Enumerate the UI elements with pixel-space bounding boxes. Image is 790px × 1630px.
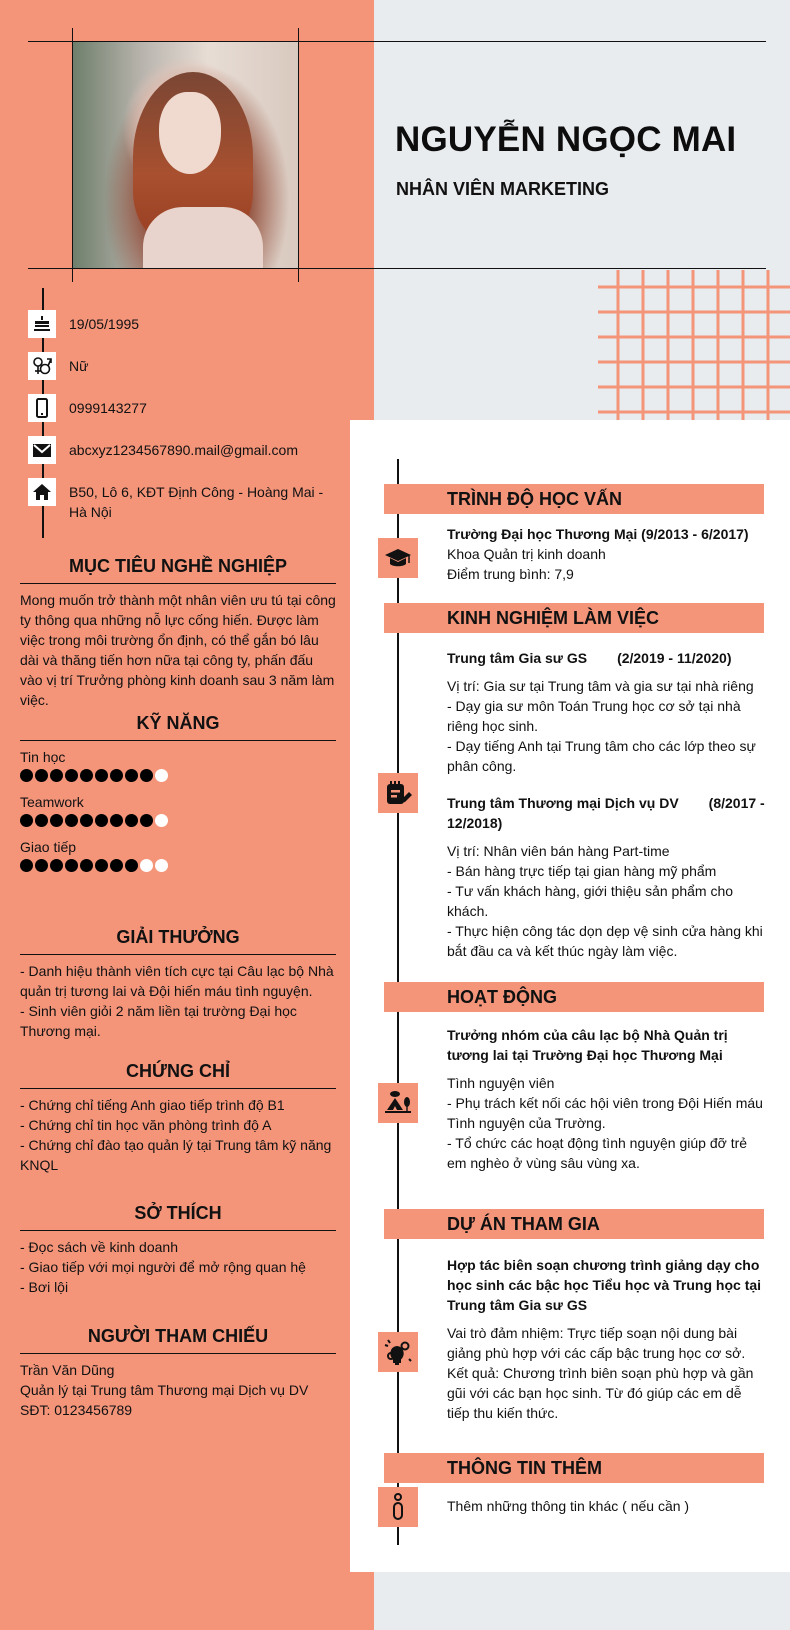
contact-phone-value: 0999143277 (69, 400, 147, 416)
rating-dot-filled (65, 814, 78, 827)
skill-name: Tin học (20, 749, 66, 765)
activity-line: - Tổ chức các hoạt động tình nguyện giúp đỡ trẻ em nghèo ở vùng sâu vùng xa. (447, 1135, 748, 1171)
graduation-cap-icon (384, 547, 412, 569)
reference-line: SĐT: 0123456789 (20, 1402, 133, 1418)
rating-dot-filled (20, 814, 33, 827)
rating-dot-filled (80, 814, 93, 827)
rating-dot-filled (35, 859, 48, 872)
job-line: - Thực hiện công tác dọn dẹp vệ sinh cửa hàng khi bắt đầu ca và kết thúc ngày làm việc. (447, 923, 763, 959)
contact-birthday (28, 310, 358, 338)
projects-icon-box (378, 1332, 418, 1372)
job-heading: Trung tâm Gia sư GS (2/2019 - 11/2020) (447, 650, 732, 666)
activities-icon-box (378, 1083, 418, 1123)
contact-gender (28, 352, 358, 380)
contact-address (28, 478, 358, 522)
rating-dot-filled (35, 814, 48, 827)
objective-section (20, 556, 336, 710)
experience-job-2 (447, 793, 767, 961)
home-icon (28, 478, 56, 506)
job-line: - Bán hàng trực tiếp tại gian hàng mỹ phẩm (447, 863, 717, 879)
skills-section (20, 713, 336, 882)
idea-gears-icon (383, 1337, 413, 1367)
rating-dot-filled (35, 769, 48, 782)
education-content (447, 524, 767, 584)
education-title: TRÌNH ĐỘ HỌC VẤN (447, 489, 622, 509)
camping-icon (384, 1089, 412, 1117)
contact-email-value: abcxyz1234567890.mail@gmail.com (69, 442, 298, 458)
skill-name: Giao tiếp (20, 839, 77, 855)
rating-dot-empty (155, 814, 168, 827)
award-item: - Danh hiệu thành viên tích cực tại Câu lạc bộ Nhà quản trị tương lai và Đội hiến máu tình nguyện. (20, 963, 334, 999)
experience-icon-box (378, 773, 418, 813)
activities-header (384, 982, 764, 1012)
frame-line-bottom (28, 268, 766, 269)
photo-face (159, 92, 221, 174)
education-header (384, 484, 764, 514)
rating-dot-empty (155, 859, 168, 872)
experience-title: KINH NGHIỆM LÀM VIỆC (447, 608, 660, 628)
job-line: Vị trí: Nhân viên bán hàng Part-time (447, 843, 670, 859)
additional-header (384, 1453, 764, 1483)
rating-dot-filled (125, 859, 138, 872)
hobbies-section (20, 1203, 336, 1297)
additional-text: Thêm những thông tin khác ( nếu cần ) (447, 1498, 690, 1514)
awards-title: GIẢI THƯỞNG (20, 927, 336, 955)
rating-dot-filled (95, 769, 108, 782)
rating-dot-filled (110, 814, 123, 827)
info-icon (391, 1492, 405, 1522)
rating-dot-empty (140, 859, 153, 872)
job-line: - Dạy tiếng Anh tại Trung tâm cho các lớp theo sự phân công. (447, 738, 756, 774)
phone-icon (28, 394, 56, 422)
rating-dot-filled (50, 814, 63, 827)
contact-address-value: B50, Lô 6, KĐT Định Công - Hoàng Mai - Hà Nội (69, 484, 324, 520)
activities-title: HOẠT ĐỘNG (447, 987, 557, 1007)
contact-list (28, 310, 358, 536)
job-title: NHÂN VIÊN MARKETING (396, 179, 610, 199)
projects-title: DỰ ÁN THAM GIA (447, 1214, 600, 1234)
rating-dot-filled (65, 769, 78, 782)
objective-title: MỤC TIÊU NGHỀ NGHIỆP (20, 556, 336, 584)
rating-dot-filled (65, 859, 78, 872)
certificates-title: CHỨNG CHỈ (20, 1061, 336, 1089)
contact-birthday-value: 19/05/1995 (69, 316, 140, 332)
birthday-cake-icon (28, 310, 56, 338)
hobby-item: - Giao tiếp với mọi người để mở rộng quan hệ (20, 1259, 306, 1275)
projects-content (447, 1255, 767, 1423)
job-line: - Dạy gia sư môn Toán Trung học cơ sở tại nhà riêng học sinh. (447, 698, 741, 734)
contact-phone (28, 394, 358, 422)
hobby-item: - Bơi lội (20, 1279, 69, 1295)
email-icon (28, 436, 56, 464)
rating-dot-filled (140, 814, 153, 827)
rating-dot-filled (95, 859, 108, 872)
hobbies-title: SỞ THÍCH (20, 1203, 336, 1231)
photo-shirt (143, 207, 263, 268)
hobby-item: - Đọc sách về kinh doanh (20, 1239, 178, 1255)
certificate-item: - Chứng chỉ tiếng Anh giao tiếp trình độ B1 (20, 1097, 285, 1113)
reference-line: Quản lý tại Trung tâm Thương mại Dịch vụ DV (20, 1382, 309, 1398)
objective-text: Mong muốn trở thành một nhân viên ưu tú tại công ty thông qua những nỗ lực cống hiến. Được làm việc trong môi trường ổn định, có thể gắn bó lâu dài và thăng tiến hơn nữa tại công ty, phấn đấu vào vị trí Trưởng phòng kinh doanh sau 3 năm làm việc. (20, 592, 336, 708)
certificate-item: - Chứng chỉ đào tạo quản lý tại Trung tâm kỹ năng KNQL (20, 1137, 332, 1173)
contact-gender-value: Nữ (69, 358, 89, 374)
education-school: Trường Đại học Thương Mại (9/2013 - 6/2017) (447, 526, 749, 542)
rating-dot-filled (80, 769, 93, 782)
job-heading: Trung tâm Thương mại Dịch vụ DV (8/2017 - 12/2018) (447, 795, 765, 831)
rating-dot-filled (95, 814, 108, 827)
certificate-item: - Chứng chỉ tin học văn phòng trình độ A (20, 1117, 272, 1133)
project-heading: Hợp tác biên soạn chương trình giảng dạy cho học sinh các bậc học Tiểu học và Trung học tại Trung tâm Gia sư GS (447, 1257, 762, 1313)
experience-header (384, 603, 764, 633)
decorative-grid (598, 270, 790, 420)
job-line: Vị trí: Gia sư tại Trung tâm và gia sư tại nhà riêng (447, 678, 754, 694)
references-title: NGƯỜI THAM CHIẾU (20, 1326, 336, 1354)
skill-name: Teamwork (20, 794, 84, 810)
education-major: Khoa Quản trị kinh doanh (447, 546, 606, 562)
skill-rating (20, 769, 336, 782)
candidate-name: NGUYỄN NGỌC MAI (395, 120, 737, 159)
reference-line: Trần Văn Dũng (20, 1362, 115, 1378)
additional-title: THÔNG TIN THÊM (447, 1458, 602, 1478)
award-item: - Sinh viên giỏi 2 năm liền tại trường Đại học Thương mại. (20, 1003, 297, 1039)
rating-dot-filled (125, 814, 138, 827)
rating-dot-filled (20, 769, 33, 782)
rating-dot-filled (140, 769, 153, 782)
profile-photo (73, 42, 298, 268)
awards-section (20, 927, 336, 1041)
contact-email (28, 436, 358, 464)
rating-dot-filled (80, 859, 93, 872)
gender-icon (28, 352, 56, 380)
activity-line: Tình nguyện viên (447, 1075, 555, 1091)
education-icon-box (378, 538, 418, 578)
education-gpa: Điểm trung bình: 7,9 (447, 566, 574, 582)
experience-job-1 (447, 648, 767, 776)
project-line: Kết quả: Chương trình biên soạn phù hợp và gần gũi với các bạn học sinh. Từ đó giúp các em dễ tiếp thu kiến thức. (447, 1365, 754, 1421)
activity-heading: Trưởng nhóm của câu lạc bộ Nhà Quản trị tương lai tại Trường Đại học Thương Mại (447, 1027, 728, 1063)
rating-dot-filled (110, 859, 123, 872)
additional-icon-box (378, 1487, 418, 1527)
notepad-edit-icon (384, 779, 412, 807)
certificates-section (20, 1061, 336, 1175)
job-line: - Tư vấn khách hàng, giới thiệu sản phẩm cho khách. (447, 883, 734, 919)
rating-dot-empty (155, 769, 168, 782)
rating-dot-filled (110, 769, 123, 782)
project-line: Vai trò đảm nhiệm: Trực tiếp soạn nội dung bài giảng phù hợp với các cấp bậc trung học cơ sở. (447, 1325, 746, 1361)
skill-rating (20, 859, 336, 872)
projects-header (384, 1209, 764, 1239)
frame-line-right (298, 28, 299, 282)
rating-dot-filled (125, 769, 138, 782)
skill-rating (20, 814, 336, 827)
references-section (20, 1326, 336, 1420)
activity-line: - Phụ trách kết nối các hội viên trong Đội Hiến máu Tình nguyện của Trường. (447, 1095, 763, 1131)
skills-title: KỸ NĂNG (20, 713, 336, 741)
rating-dot-filled (50, 769, 63, 782)
activities-content (447, 1025, 767, 1173)
rating-dot-filled (50, 859, 63, 872)
rating-dot-filled (20, 859, 33, 872)
additional-content (447, 1496, 767, 1516)
